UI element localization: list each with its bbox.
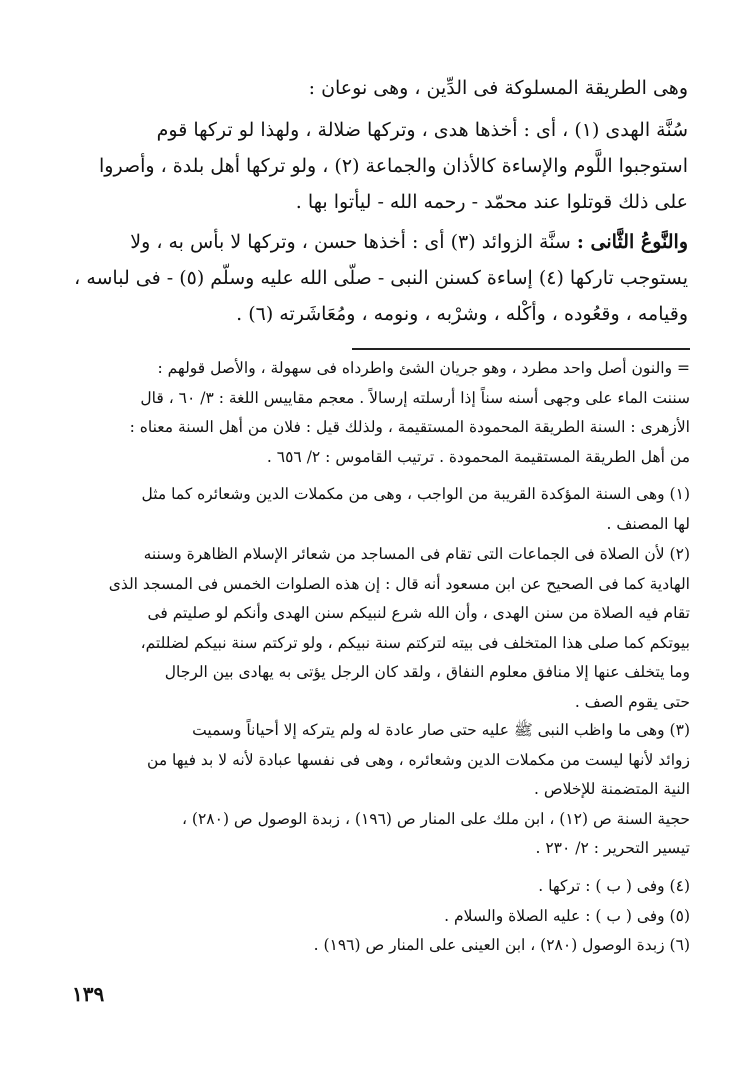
type1-paragraph bbox=[70, 112, 688, 220]
footnote-line: حتى يقوم الصف . bbox=[574, 692, 690, 711]
footnote-line: = والنون أصل واحد مطرد ، وهو جريان الشئ واطرداه فى سهولة ، والأصل قولهم : bbox=[157, 359, 690, 377]
text-line: سُنَّة الهدى (١) ، أى : أخذها هدى ، وتركها ضلالة ، ولهذا لو تركها قوم bbox=[156, 119, 688, 141]
text-line: استوجبوا اللَّوم والإساءة كالأذان والجماعة (٢) ، ولو تركها أهل بلدة ، وأصروا bbox=[99, 155, 688, 177]
footnote-line: وما يتخلف عنها إلا منافق معلوم النفاق ، ولقد كان الرجل يؤتى به يهادى بين الرجال bbox=[164, 663, 690, 681]
footnote-line: سننت الماء على وجهى أسنه سناً إذا أرسلته إرسالاً . معجم مقاييس اللغة : ٣/ ٦٠ ، قال bbox=[140, 388, 690, 407]
main-text bbox=[70, 70, 688, 106]
footnote-line: الهادية كما فى الصحيح عن ابن مسعود أنه قال : إن هذه الصلوات الخمس فى المسجد الذى bbox=[108, 574, 690, 593]
footnote-line: حجية السنة ص (١٢) ، ابن ملك على المنار ص (١٩٦) ، زبدة الوصول ص (٢٨٠) ، bbox=[181, 809, 690, 828]
intro-line: وهى الطريقة المسلوكة فى الدِّين ، وهى نوعان : bbox=[308, 77, 688, 99]
footnote-4-6 bbox=[64, 872, 690, 961]
footnote-6: (٦) زبدة الوصول (٢٨٠) ، ابن العينى على المنار ص (١٩٦) . bbox=[313, 936, 690, 954]
footnote-line: زوائد لأنها ليست من مكملات الدين وشعائره ، وهى فى نفسها عبادة لأنه لا بد فيها من bbox=[147, 750, 690, 769]
type2-first-line: سنَّة الزوائد (٣) أى : أخذها حسن ، وتركها لا بأس به ، ولا bbox=[130, 231, 571, 253]
footnote-line: (٢) لأن الصلاة فى الجماعات التى تقام فى المساجد من شعائر الإسلام الظاهرة وسننه bbox=[143, 545, 690, 563]
footnote-2 bbox=[64, 540, 690, 717]
footnote-separator bbox=[352, 348, 690, 350]
text-line: على ذلك قوتلوا عند محمّد - رحمه الله - ليأتوا بها . bbox=[295, 191, 688, 213]
footnote-line: تقام فيه الصلاة من سنن الهدى ، وأن الله شرع لنبيكم سنن الهدى وأنكم لو صليتم فى bbox=[147, 604, 690, 622]
footnote-4: (٤) وفى ( ب ) : تركها . bbox=[538, 877, 690, 895]
footnote-line: لها المصنف . bbox=[606, 514, 690, 533]
type2-heading: والنَّوعُ الثَّانى : bbox=[576, 231, 688, 253]
text-line bbox=[70, 224, 688, 260]
footnote-continuation bbox=[64, 354, 690, 472]
footnote-line: (٣) وهى ما واظب النبى ﷺ عليه حتى صار عادة له ولم يتركه إلا أحياناً وسميت bbox=[192, 721, 690, 739]
footnote-line: النية المتضمنة للإخلاص . bbox=[534, 780, 690, 798]
footnote-3 bbox=[64, 716, 690, 864]
page-number: ١٣٩ bbox=[72, 982, 105, 1006]
type2-paragraph bbox=[70, 224, 688, 332]
footnote-1 bbox=[64, 480, 690, 539]
footnote-line: تيسير التحرير : ٢/ ٢٣٠ . bbox=[535, 839, 690, 857]
footnote-line: من أهل الطريقة المستقيمة المحمودة . ترتيب القاموس : ٢/ ٦٥٦ . bbox=[266, 447, 690, 466]
footnote-line: الأزهرى : السنة الطريقة المحمودة المستقيمة ، ولذلك قيل : فلان من أهل السنة معناه : bbox=[129, 418, 690, 436]
footnote-line: بيوتكم كما صلى هذا المتخلف فى بيته لتركتم سنة نبيكم ، ولو تركتم سنة نبيكم لضللتم، bbox=[140, 633, 690, 652]
footnote-line: (١) وهى السنة المؤكدة القريبة من الواجب ، وهى من مكملات الدين وشعائره كما مثل bbox=[141, 485, 690, 503]
text-line: يستوجب تاركها (٤) إساءة كسنن النبى - صلّى الله عليه وسلّم (٥) - فى لباسه ، bbox=[74, 267, 688, 289]
text-line: وقيامه ، وقعُوده ، وأكْله ، وشرْبه ، ونومه ، ومُعَاشَرته (٦) . bbox=[236, 303, 688, 325]
footnote-5: (٥) وفى ( ب ) : عليه الصلاة والسلام . bbox=[444, 906, 690, 925]
